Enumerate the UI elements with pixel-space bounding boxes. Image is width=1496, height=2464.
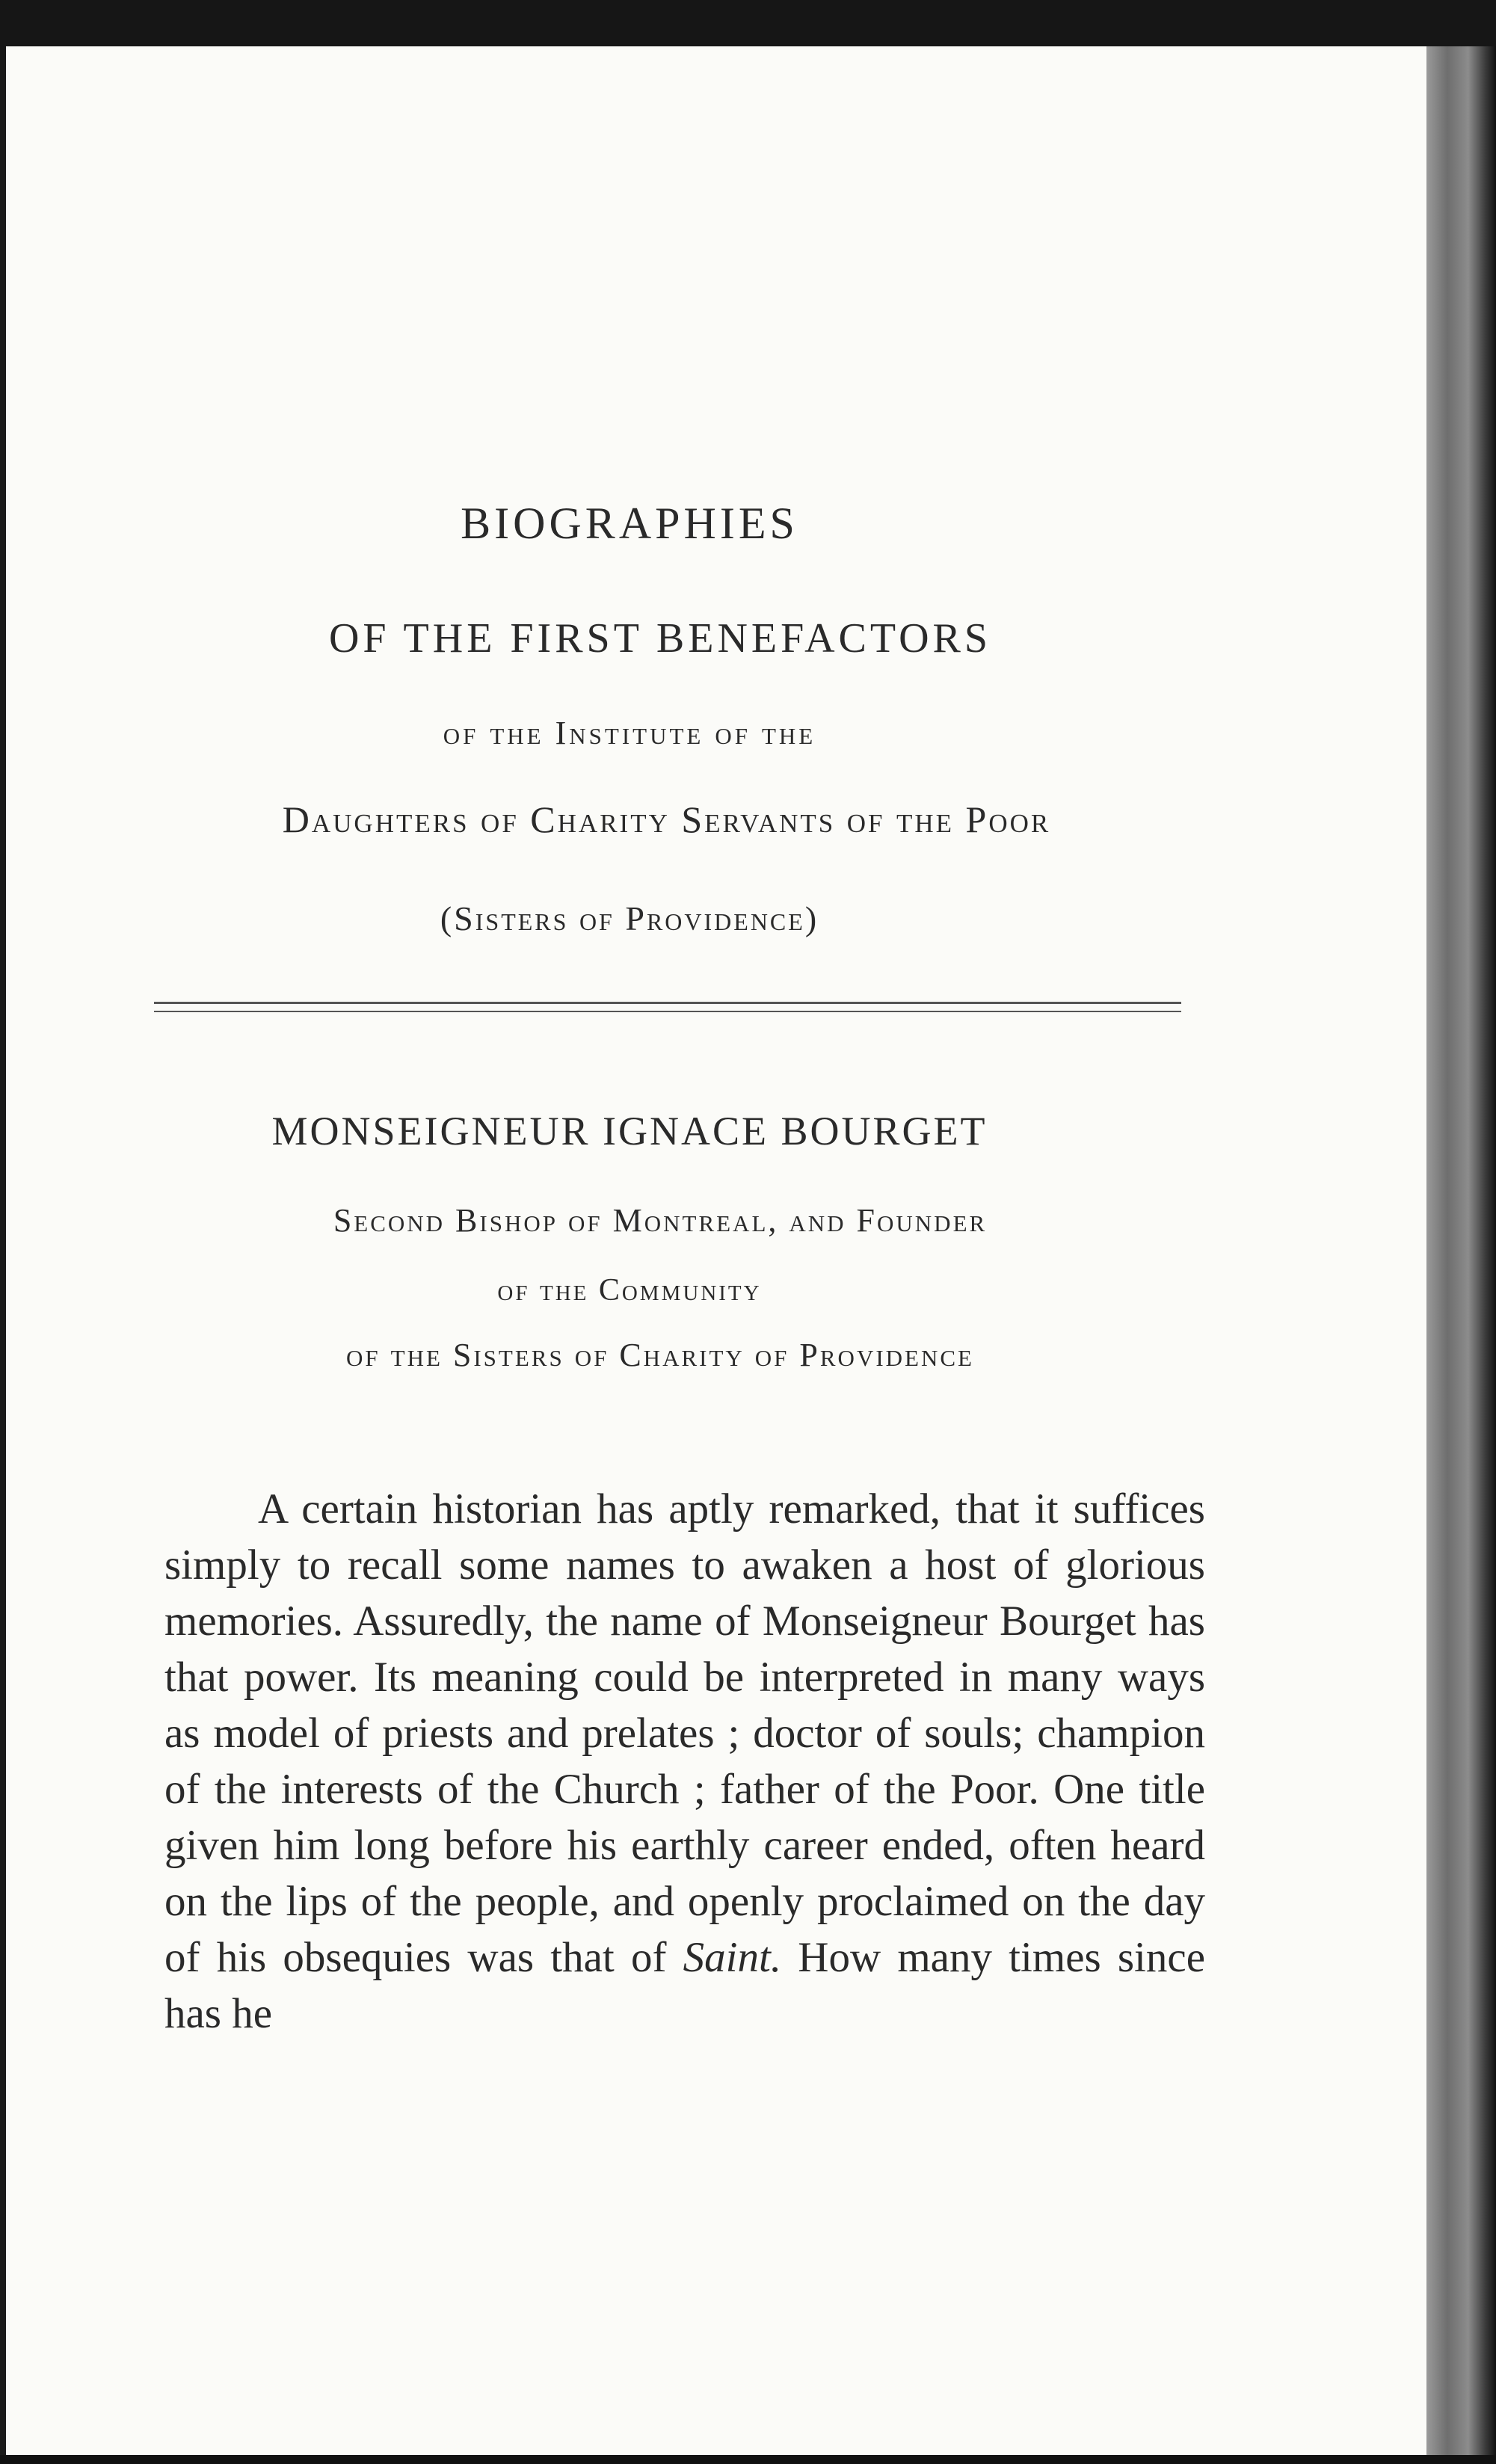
page-edge-shadow (1426, 46, 1496, 2455)
title-first-benefactors: OF THE FIRST BENEFACTORS (328, 615, 992, 662)
section-subheading-community: of the Community (497, 1273, 762, 1308)
section-subheading-sisters: of the Sisters of Charity of Providence (346, 1337, 974, 1373)
title-daughters-of-charity: Daughters of Charity Servants of the Poor (282, 798, 1051, 840)
body-text-end: How many times since has he (164, 1934, 1205, 2037)
title-of-the-institute: of the Institute of the (443, 715, 816, 751)
double-rule-bottom (154, 1011, 1181, 1012)
double-rule-top (154, 1002, 1181, 1004)
section-heading-name: MONSEIGNEUR IGNACE BOURGET (271, 1109, 988, 1154)
title-biographies: BIOGRAPHIES (461, 499, 798, 548)
section-subheading-bishop: Second Bishop of Montreal, and Founder (333, 1202, 988, 1239)
body-italic-saint: Saint. (683, 1934, 782, 1981)
body-paragraph (164, 1481, 1205, 2042)
body-text-start: A certain historian has aptly remarked, that it suffices simply to recall some names to awaken a host of glorious memories. Assuredly, the name of Monseigneur Bourget has that power. Its meaning could be interpreted in many ways as model of priests and prelates ; doctor of souls; champion of the interests of the Church ; father of the Poor. One title given him long before his earthly career ended, often heard on the lips of the people, and openly proclaimed on the day of his obsequies was that of (164, 1485, 1205, 1981)
book-page (6, 46, 1440, 2455)
scan-bottom-margin (0, 2455, 1496, 2464)
title-sisters-of-providence: (Sisters of Providence) (440, 899, 819, 937)
